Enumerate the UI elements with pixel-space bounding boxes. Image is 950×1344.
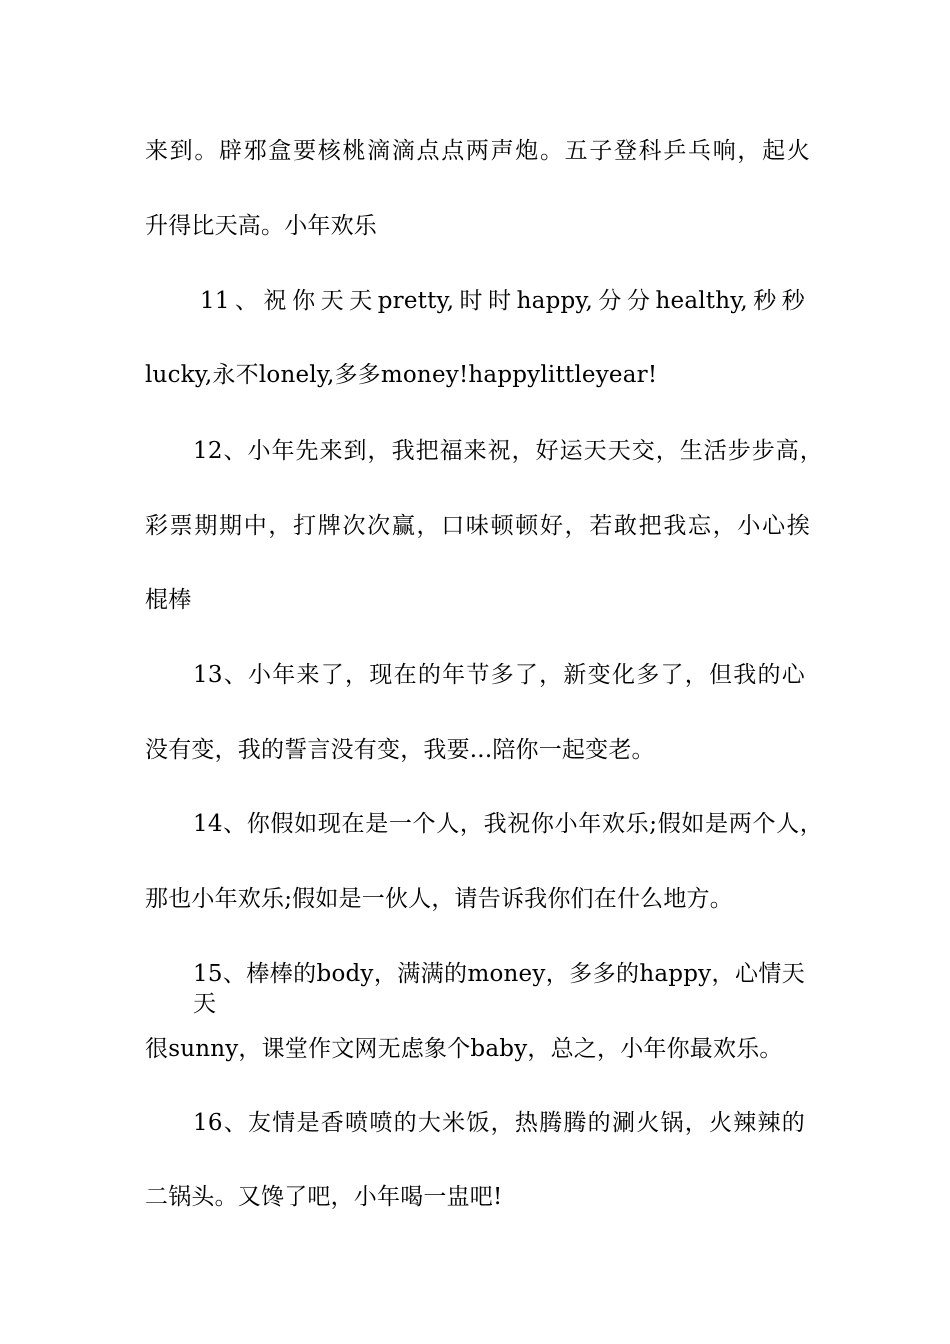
paragraph-line: 15、棒棒的body，满满的money，多多的happy，心情天天	[193, 961, 805, 1017]
paragraph-line: 12、小年先来到，我把福来祝，好运天天交，生活步步高，	[193, 438, 823, 464]
paragraph-line: 16、友情是香喷喷的大米饭，热腾腾的涮火锅，火辣辣的	[193, 1110, 805, 1136]
paragraph-line: 11、祝你天天pretty,时时happy,分分healthy,秒秒	[200, 288, 805, 314]
paragraph-line: 来到。辟邪盒要核桃滴滴点点两声炮。五子登科乒乓响，起火	[145, 138, 810, 164]
paragraph-line: 二锅头。又馋了吧，小年喝一盅吧!	[145, 1184, 503, 1210]
paragraph-line: 棍棒	[145, 587, 192, 613]
paragraph-line: 13、小年来了，现在的年节多了，新变化多了，但我的心	[193, 662, 805, 688]
paragraph-line: 升得比天高。小年欢乐	[145, 213, 377, 239]
paragraph-line: 那也小年欢乐;假如是一伙人，请告诉我你们在什么地方。	[145, 886, 733, 912]
paragraph-line: 很sunny，课堂作文网无虑象个baby，总之，小年你最欢乐。	[145, 1036, 783, 1062]
paragraph-line: 14、你假如现在是一个人，我祝你小年欢乐;假如是两个人，	[193, 811, 823, 837]
paragraph-line: 彩票期期中，打牌次次赢，口味顿顿好，若敢把我忘，小心挨	[145, 513, 810, 539]
paragraph-line: lucky,永不lonely,多多money!happylittleyear!	[145, 362, 658, 388]
paragraph-line: 没有变，我的誓言没有变，我要...陪你一起变老。	[145, 737, 655, 763]
